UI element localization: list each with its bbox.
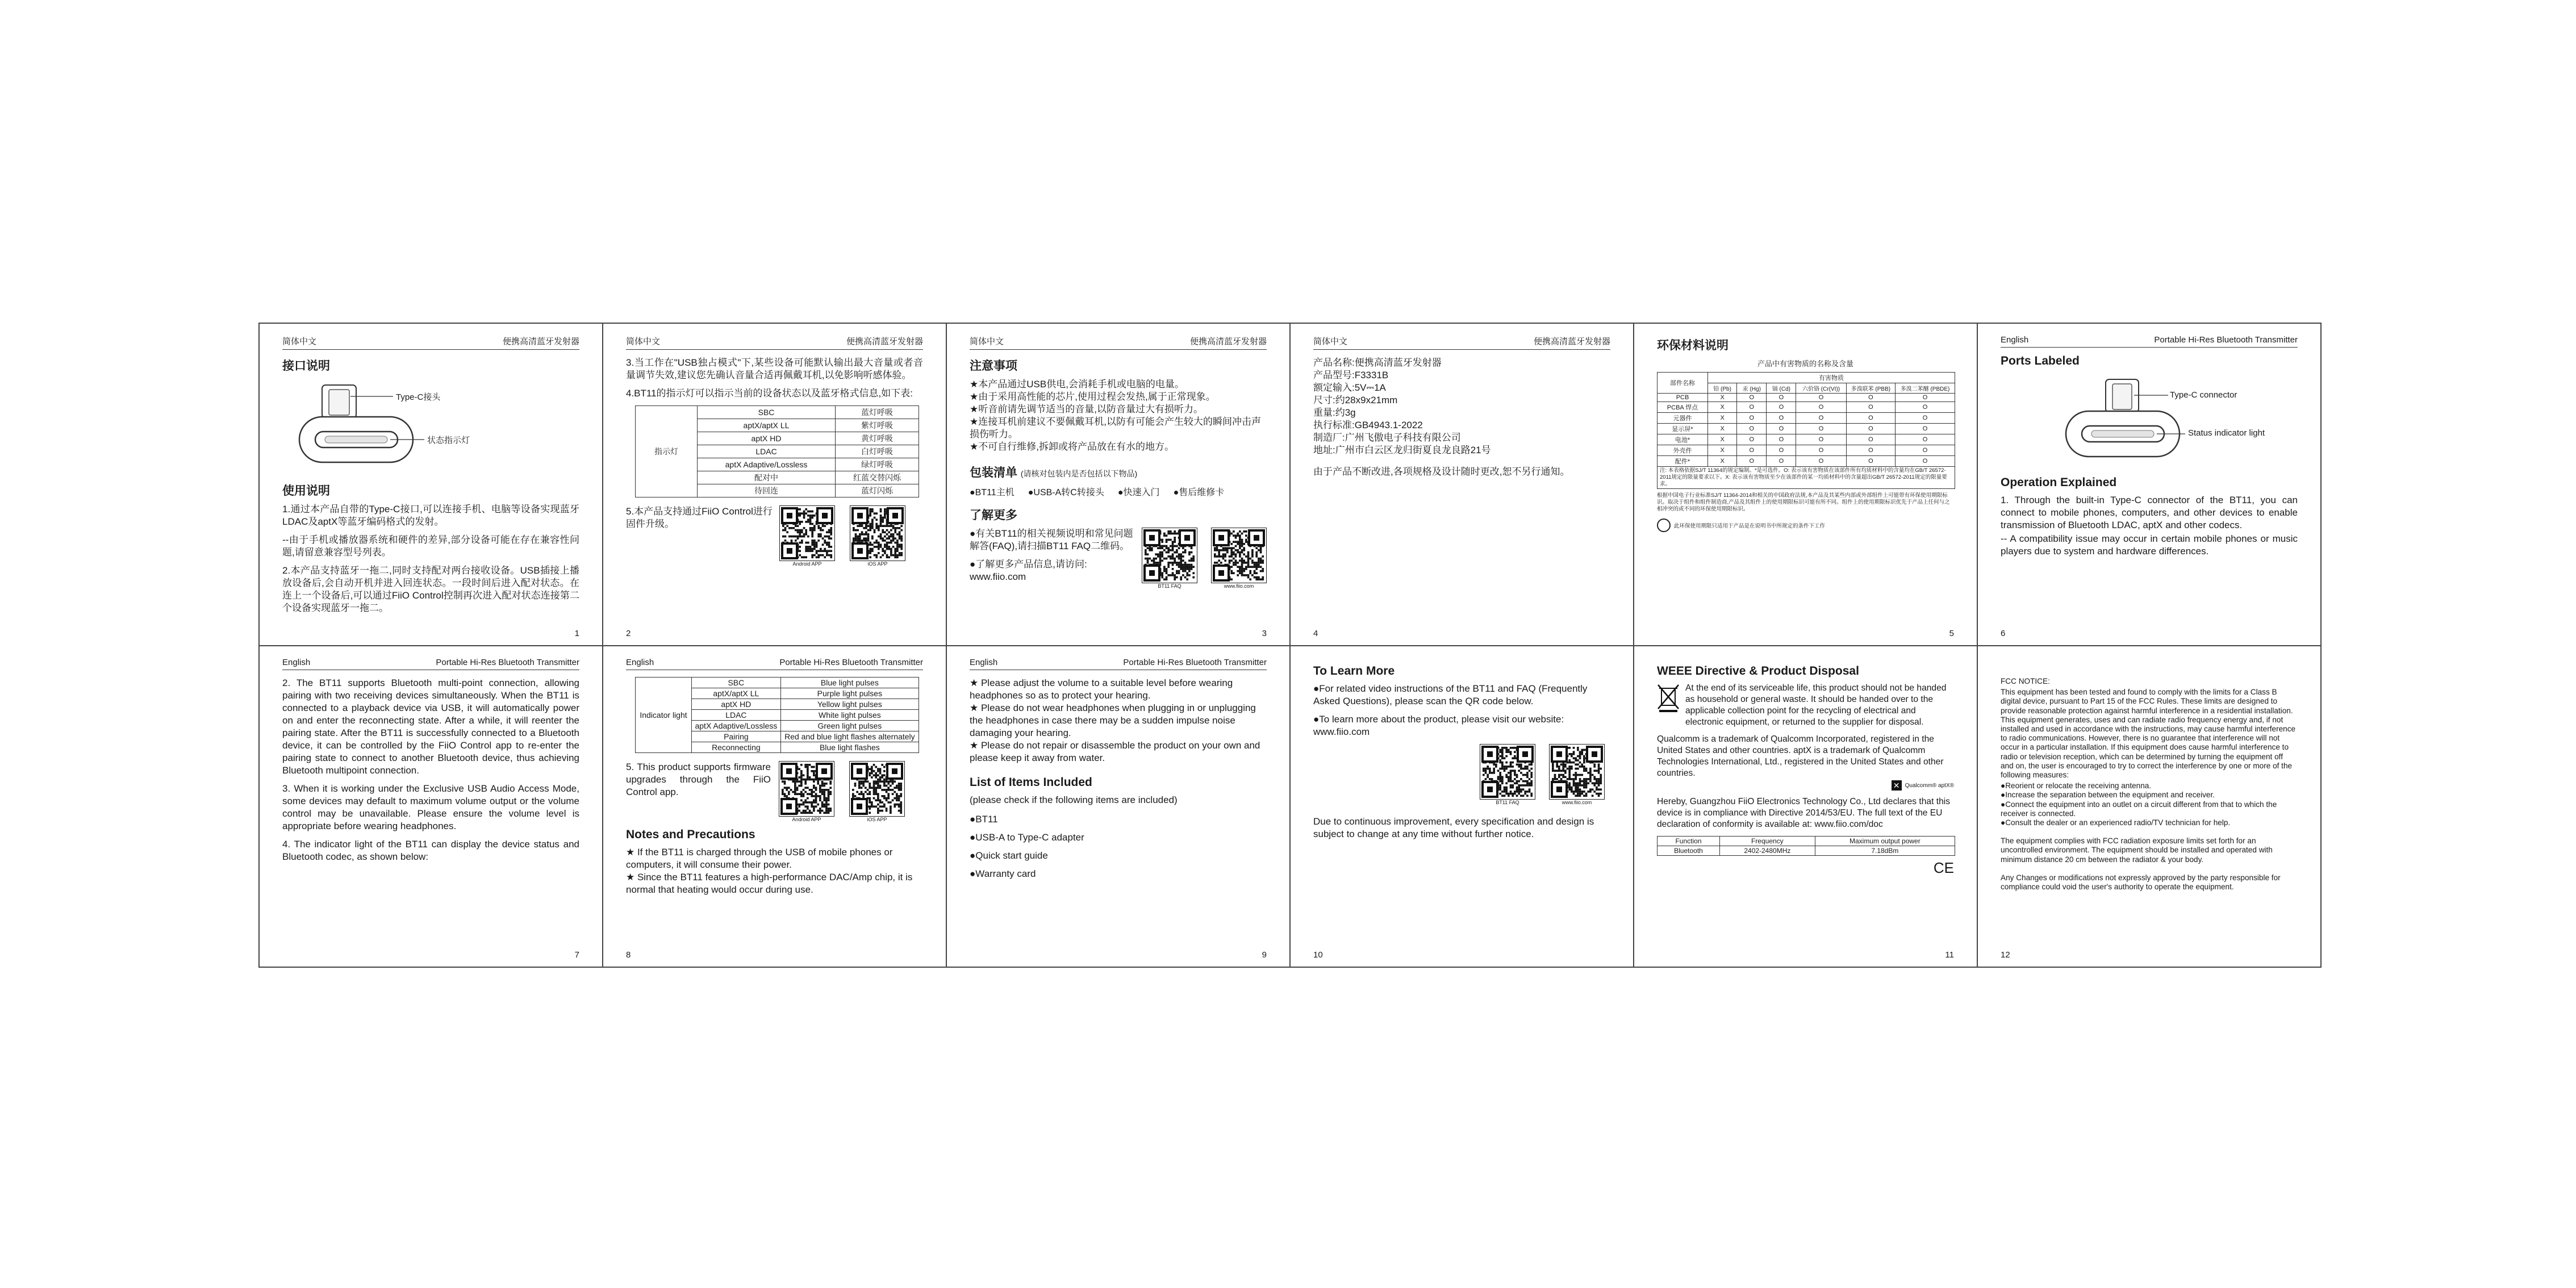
pack-item-label: 快速入门: [1123, 488, 1160, 497]
crossed-bin-icon: [1657, 683, 1680, 712]
list-item-label: Quick start guide: [975, 850, 1048, 861]
qr-faq[interactable]: [1480, 744, 1535, 805]
qr-pattern: [1550, 745, 1604, 799]
table-cell: 蓝灯闪烁: [836, 484, 919, 497]
table-cell: O: [1737, 394, 1767, 402]
typec-label: Type-C接头: [396, 392, 441, 402]
ports-title: 接口说明: [282, 359, 330, 373]
panel-7: [260, 645, 603, 967]
table-cell: O: [1896, 413, 1955, 424]
list-item: ●BT11: [970, 814, 998, 825]
more-title: 了解更多: [970, 509, 1017, 522]
qr-faq[interactable]: [1142, 528, 1197, 589]
table-cell: O: [1737, 456, 1767, 467]
table-cell: Bluetooth: [1658, 846, 1720, 856]
qr-caption: BT11 FAQ: [1158, 583, 1181, 589]
table-cell: 2402-2480MHz: [1719, 846, 1815, 856]
table-cell: O: [1737, 434, 1767, 445]
qr-caption: BT11 FAQ: [1496, 800, 1519, 805]
table-footnote: 注: 本表格依据SJ/T 11364的规定编制。*是可选件。O: 表示该有害物质在该部件所有均质材料中的含量均在GB/T 26572-2011规定的限量要求以下。X: 表示该有害物质至少在该部件的某一均质材料中的含量超出GB/T 26572-2011规定的限量要求。: [1658, 467, 1955, 489]
note-item: ★连接耳机前建议不要佩戴耳机,以防有可能会产生较大的瞬间冲击声损伤听力。: [970, 416, 1261, 440]
page-number: 12: [2001, 950, 2010, 960]
page-number: 11: [1945, 950, 1954, 960]
para-2: 4.BT11的指示灯可以指示当前的设备状态以及蓝牙格式信息,如下表:: [626, 388, 913, 399]
manual-sheet: [258, 323, 2322, 968]
qr-website[interactable]: [1211, 528, 1267, 589]
table-cell: 待回连: [698, 484, 836, 497]
list-item-label: Warranty card: [975, 868, 1036, 879]
spec-line: 制造厂:广州飞傲电子科技有限公司: [1313, 432, 1461, 443]
operation-title: Operation Explained: [2001, 476, 2117, 489]
more-row: [970, 528, 1267, 589]
fcc-bullet: ●Increase the separation between the equipment and receiver.: [2001, 791, 2215, 800]
table-cell: 外壳件: [1658, 445, 1708, 456]
ports-title: Ports Labeled: [2001, 354, 2080, 367]
table-cell: O: [1846, 402, 1895, 413]
table-cell: 电池*: [1658, 434, 1708, 445]
qr-code-icon: [1549, 744, 1605, 800]
doc-text: Hereby, Guangzhou FiiO Electronics Technology Co., Ltd declares that this device is in compliance with Directive 2014/53/EU. The full text of the EU declaration of conformity is available at: www.fiio.com/doc: [1657, 797, 1951, 829]
table-cell: O: [1896, 402, 1955, 413]
qr-pattern: [780, 506, 834, 561]
header-product: Portable Hi-Res Bluetooth Transmitter: [779, 658, 923, 667]
table-cell: PCBA 焊点: [1658, 402, 1708, 413]
more-text: [970, 528, 1134, 589]
note-item: ★ Please do not repair or disassemble the product on your own and please keep it away from water.: [970, 740, 1260, 763]
table-cell: O: [1767, 456, 1796, 467]
pack-item-label: 售后维修卡: [1179, 488, 1225, 497]
panel-8: [603, 645, 947, 967]
table-cell: O: [1896, 394, 1955, 402]
spec-line: 产品名称:便携高清蓝牙发射器: [1313, 357, 1442, 368]
qr-caption: iOS APP: [867, 561, 888, 567]
qr-android[interactable]: [779, 761, 834, 822]
page-number: 9: [1262, 950, 1267, 960]
note-item: ★由于采用高性能的芯片,使用过程会发热,属于正常现象。: [970, 391, 1216, 402]
device-illustration: [2057, 374, 2296, 465]
table-cell: Reconnecting: [692, 742, 781, 753]
pack-item-label: BT11主机: [975, 488, 1014, 497]
weee-text: At the end of its serviceable life, this product should not be handed as household or general waste. It should be handed over to the applicable collection point for the recycling of electrical and electronic equipment, or returned to the supplier for disposal.: [1685, 683, 1947, 727]
weee-row: [1657, 683, 1954, 734]
panel-10: [1291, 645, 1634, 967]
table-header: Maximum output power: [1815, 837, 1955, 846]
para-3: 4. The indicator light of the BT11 can display the device status and Bluetooth codec, as shown below:: [282, 839, 579, 862]
qr-android[interactable]: [779, 505, 835, 567]
panel-12: [1978, 645, 2320, 967]
list-item-label: BT11: [975, 814, 998, 825]
table-row: [1658, 434, 1955, 445]
table-cell: O: [1767, 424, 1796, 434]
table-cell: O: [1737, 424, 1767, 434]
indicator-table: [635, 677, 919, 753]
table-cell: X: [1708, 456, 1737, 467]
header-product: 便携高清蓝牙发射器: [846, 337, 923, 346]
table-cell: O: [1896, 434, 1955, 445]
table-header: Frequency: [1719, 837, 1815, 846]
qr-pattern: [1142, 528, 1197, 583]
header-language: English: [626, 658, 654, 667]
header-language: 简体中文: [282, 337, 317, 346]
table-cell: LDAC: [692, 710, 781, 721]
table-cell: SBC: [692, 678, 781, 688]
qr-pattern: [850, 506, 905, 561]
change-notice: Due to continuous improvement, every specification and design is subject to change at any time without further notice.: [1313, 816, 1594, 839]
qr-code-icon: [1211, 528, 1267, 583]
fcc-para-1: This equipment has been tested and found to comply with the limits for a Class B digital device, pursuant to Part 15 of the FCC Rules. These limits are designed to provide reasonable protection against harmful interference in a residential installation. This equipment generates, uses and can radiate radio frequency energy and, if not installed and used in accordance with the instructions, may cause harmful interference to radio communications. However, there is no guarantee that interference will not occur in a particular installation. If this equipment does cause harmful interference to radio or television reception, which can be determined by turning the equipment off and on, the user is encouraged to try to correct the interference by one or more of the following measures:: [2001, 688, 2296, 780]
table-cell: 配对中: [698, 471, 836, 484]
pack-item-label: USB-A转C转接头: [1033, 488, 1104, 497]
page-number: 3: [1262, 629, 1267, 638]
qr-ios[interactable]: [850, 505, 905, 567]
table-cell: O: [1796, 424, 1846, 434]
header-language: English: [2001, 335, 2029, 345]
panel-header: [970, 658, 1267, 670]
qualcomm-logo-text: Qualcomm® aptX®: [1905, 782, 1954, 789]
page-number: 2: [626, 629, 631, 638]
bt11-device-icon: [2057, 374, 2296, 465]
table-cell: O: [1767, 445, 1796, 456]
table-row: [1658, 394, 1955, 402]
table-cell: O: [1767, 394, 1796, 402]
note-item: ★本产品通过USB供电,会消耗手机或电脑的电量。: [970, 379, 1184, 390]
table-row: [1658, 456, 1955, 467]
header-language: English: [970, 658, 998, 667]
qr-website[interactable]: [1549, 744, 1605, 805]
table-cell: 红蓝交替闪烁: [836, 471, 919, 484]
col-group: 有害物质: [1708, 373, 1955, 383]
para-1: 3.当工作在"USB独占模式"下,某些设备可能默认输出最大音量或者音量调节失效,建议您先确认音量合适再佩戴耳机,以免影响听感体验。: [626, 357, 923, 380]
panel-4: [1291, 324, 1634, 645]
header-product: 便携高清蓝牙发射器: [1533, 337, 1610, 346]
table-cell: 元器件: [1658, 413, 1708, 424]
para-1: 2. The BT11 supports Bluetooth multi-point connection, allowing pairing with two receiving devices simultaneously. When the BT11 is connected to a playback device via USB, it will automatically power on and enter the reconnecting state. After a while, it will reenter the pairing state. After the BT11 is successfully connected to a Bluetooth device, it can be controlled by the FiiO Control app to re-enter the pairing state to connect to another Bluetooth device, thus achieving Bluetooth multipoint connection.: [282, 678, 579, 776]
table-cell: aptX Adaptive/Lossless: [698, 458, 836, 471]
fcc-para-3: Any Changes or modifications not expressly approved by the party responsible for compliance could void the user's authority to operate the equipment.: [2001, 873, 2281, 892]
learn-para-2: ●To learn more about the product, please visit our website:: [1313, 714, 1564, 725]
fcc-bullet: ●Consult the dealer or an experienced radio/TV technician for help.: [2001, 818, 2231, 827]
website-link[interactable]: www.fiio.com: [1313, 726, 1370, 737]
table-cell: O: [1846, 445, 1895, 456]
col-head: 多溴联苯 (PBB): [1846, 383, 1895, 394]
table-cell: O: [1767, 413, 1796, 424]
spec-line: 地址:广州市白云区龙归街夏良龙良路21号: [1313, 445, 1491, 455]
panel-header: [626, 335, 923, 350]
learn-para-1: ●For related video instructions of the BT11 and FAQ (Frequently Asked Questions), please scan the QR code below.: [1313, 683, 1588, 706]
page-number: 8: [626, 950, 631, 960]
header-product: Portable Hi-Res Bluetooth Transmitter: [1123, 658, 1267, 667]
table-cell: O: [1737, 402, 1767, 413]
table-cell: Green light pulses: [780, 721, 918, 731]
pack-item: ●BT11主机: [970, 488, 1014, 497]
spec-line: 产品型号:F3331B: [1313, 370, 1389, 380]
table-cell: O: [1737, 413, 1767, 424]
panel-header: [970, 335, 1267, 350]
rf-table: [1657, 836, 1955, 856]
header-product: 便携高清蓝牙发射器: [502, 337, 579, 346]
spec-line: 尺寸:约28x9x21mm: [1313, 395, 1398, 405]
list-item: ●Quick start guide: [970, 850, 1048, 861]
note-item: ★不可自行维修,拆卸或将产品放在有水的地方。: [970, 441, 1174, 452]
table-cell: X: [1708, 413, 1737, 424]
panel-header: [1313, 335, 1610, 350]
usage-para-3: 2.本产品支持蓝牙一拖二,同时支持配对两台接收设备。USB插接上播放设备后,会自动开机并进入回连状态。一段时间后进入配对状态。在连上一个设备后,可以通过FiiO Control控制再次进入配对状态连接第二个设备实现蓝牙一拖二。: [282, 565, 579, 613]
table-cell: O: [1796, 445, 1846, 456]
panel-header: [2001, 335, 2298, 348]
header-language: English: [282, 658, 311, 667]
pack-item: ●USB-A转C转接头: [1028, 488, 1104, 497]
table-cell: 蓝灯呼吸: [836, 406, 919, 419]
qr-caption: iOS APP: [867, 817, 887, 822]
qr-caption: Android APP: [792, 817, 821, 822]
table-cell: O: [1846, 456, 1895, 467]
table-cell: Purple light pulses: [780, 688, 918, 699]
panel-header: [626, 658, 923, 670]
table-cell: O: [1796, 413, 1846, 424]
qr-pattern: [1480, 745, 1535, 799]
header-language: 简体中文: [970, 337, 1004, 346]
env-footnote: 根据中国电子行业标准SJ/T 11364-2014和相关的中国政府法规,本产品及其某些内部或外部组件上可能带有环保使用期限标识。取决于组件和组件制造商,产品及其组件上的使用期限标识可能有所不同。组件上的使用期限标识优先于产品上任何与之相冲突的或不同的环保使用期限标识。: [1657, 492, 1950, 512]
qr-code-icon: [779, 505, 835, 561]
pack-note: (请核对包装内是否包括以下物品): [1020, 469, 1138, 478]
spec-line: 重量:约3g: [1313, 407, 1356, 418]
qr-caption: Android APP: [792, 561, 822, 567]
table-cell: O: [1737, 445, 1767, 456]
panel-5: [1634, 324, 1978, 645]
table-cell: O: [1896, 445, 1955, 456]
table-header: Function: [1658, 837, 1720, 846]
usage-title: 使用说明: [282, 484, 330, 497]
panel-9: [947, 645, 1291, 967]
operation-para-1: 1. Through the built-in Type-C connector of the BT11, you can connect to mobile phones, computers, and other devices to enable transmission of Bluetooth LDAC, aptX and other codecs.: [2001, 495, 2298, 530]
note-item: ★ Since the BT11 features a high-performance DAC/Amp chip, it is normal that heating would occur during use.: [626, 872, 913, 895]
more-para-2: ●了解更多产品信息,请访问:: [970, 559, 1087, 570]
page-number: 7: [574, 950, 579, 960]
led-label: Status indicator light: [2188, 428, 2265, 438]
header-language: 简体中文: [1313, 337, 1348, 346]
qr-code-icon: [849, 761, 905, 817]
table-cell: X: [1708, 424, 1737, 434]
col-head: 六价铬 (Cr(VI)): [1796, 383, 1846, 394]
table-cell: Pairing: [692, 731, 781, 742]
spec-line: 额定输入:5V⎓1A: [1313, 382, 1386, 393]
weee-title: WEEE Directive & Product Disposal: [1657, 664, 1859, 678]
list-note: (please check if the following items are included): [970, 794, 1178, 805]
website-link[interactable]: www.fiio.com: [970, 571, 1026, 582]
table-cell: O: [1767, 434, 1796, 445]
operation-para-2: -- A compatibility issue may occur in certain mobile phones or music players due to system and hardware differences.: [2001, 533, 2298, 557]
table-cell: Red and blue light flashes alternately: [780, 731, 918, 742]
env-title: 环保材料说明: [1657, 339, 1729, 352]
col-head: 铅 (Pb): [1708, 383, 1737, 394]
table-cell: 白灯呼吸: [836, 445, 919, 458]
page-number: 1: [574, 629, 579, 638]
col-head: 汞 (Hg): [1737, 383, 1767, 394]
page-number: 6: [2001, 629, 2006, 638]
table-cell: O: [1796, 456, 1846, 467]
learn-text-2: To learn more about the product, please visit our website:: [1319, 714, 1564, 725]
col-part: 部件名称: [1658, 373, 1708, 394]
env-period-row: [1657, 518, 1954, 532]
table-cell: Yellow light pulses: [780, 699, 918, 710]
table-cell: X: [1708, 434, 1737, 445]
table-cell: aptX Adaptive/Lossless: [692, 721, 781, 731]
header-product: Portable Hi-Res Bluetooth Transmitter: [436, 658, 579, 667]
qr-caption: www.fiio.com: [1224, 583, 1254, 589]
table-row: [1658, 402, 1955, 413]
firmware-row: [626, 505, 923, 567]
qr-row: [1313, 744, 1605, 805]
note-item: ★ If the BT11 is charged through the USB of mobile phones or computers, it will consume their power.: [626, 847, 893, 870]
note-item: ★ Please adjust the volume to a suitable level before wearing headphones so as to protect your hearing.: [970, 678, 1233, 701]
table-cell: O: [1846, 434, 1895, 445]
table-cell: 配件*: [1658, 456, 1708, 467]
panel-header: [282, 335, 579, 350]
table-cell: 显示屏*: [1658, 424, 1708, 434]
note-item: ★听音前请先调节适当的音量,以防音量过大有损听力。: [970, 404, 1203, 415]
list-title: List of Items Included: [970, 776, 1092, 789]
table-cell: O: [1846, 413, 1895, 424]
pack-list: [970, 485, 1267, 498]
table-cell: aptX/aptX LL: [698, 419, 836, 432]
pack-title: [970, 463, 1267, 480]
table-cell: 紫灯呼吸: [836, 419, 919, 432]
qr-caption: www.fiio.com: [1562, 800, 1592, 805]
table-cell: White light pulses: [780, 710, 918, 721]
qr-ios[interactable]: [849, 761, 905, 822]
notes-title: 注意事项: [970, 359, 1017, 373]
header-language: 简体中文: [626, 337, 661, 346]
hazard-table: [1657, 372, 1955, 489]
para-1: 5. This product supports firmware upgrades through the FiiO Control app.: [626, 762, 771, 797]
table-cell: O: [1896, 424, 1955, 434]
page-number: 10: [1313, 950, 1323, 960]
list-item: ●Warranty card: [970, 868, 1036, 879]
table-row: [1658, 445, 1955, 456]
indicator-group-label: 指示灯: [636, 406, 698, 497]
learn-text-1: For related video instructions of the BT11 and FAQ (Frequently Asked Questions), please scan the QR code below.: [1313, 683, 1588, 706]
env-caption: 产品中有害物质的名称及含量: [1757, 359, 1853, 368]
learn-title: To Learn More: [1313, 664, 1395, 678]
indicator-group-label: Indicator light: [636, 678, 692, 753]
table-cell: PCB: [1658, 394, 1708, 402]
table-cell: aptX HD: [698, 432, 836, 445]
table-cell: Blue light pulses: [780, 678, 918, 688]
panel-2: [603, 324, 947, 645]
table-cell: LDAC: [698, 445, 836, 458]
spec-line: 执行标准:GB4943.1-2022: [1313, 420, 1423, 430]
usage-para-2: --由于手机或播放器系统和硬件的差异,部分设备可能在存在兼容性问题,请留意兼容型号列表。: [282, 534, 579, 558]
table-cell: 绿灯呼吸: [836, 458, 919, 471]
pack-title-text: 包装清单: [970, 466, 1017, 479]
list-item-label: USB-A to Type-C adapter: [975, 832, 1084, 843]
fcc-para-2: The equipment complies with FCC radiation exposure limits set forth for an uncontrolled environment. The equipment should be installed and operated with minimum distance 20 cm between the radiator & your body.: [2001, 837, 2273, 864]
qr-code-icon: [1480, 744, 1535, 800]
table-cell: X: [1708, 445, 1737, 456]
qr-code-icon: [779, 761, 834, 817]
table-cell: O: [1796, 434, 1846, 445]
indicator-table: [635, 405, 919, 497]
list-item: ●USB-A to Type-C adapter: [970, 832, 1084, 843]
notes-title: Notes and Precautions: [626, 828, 755, 841]
table-cell: SBC: [698, 406, 836, 419]
led-label: 状态指示灯: [427, 436, 470, 445]
page-number: 4: [1313, 629, 1318, 638]
header-product: 便携高清蓝牙发射器: [1189, 337, 1267, 346]
note-item: ★ Please do not wear headphones when plugging in or unplugging the headphones in case there may be a sudden impulse noise damaging your hearing.: [970, 702, 1256, 738]
table-cell: 7.18dBm: [1815, 846, 1955, 856]
page-number: 5: [1949, 629, 1954, 638]
panel-3: [947, 324, 1291, 645]
table-cell: O: [1896, 456, 1955, 467]
qr-code-icon: [850, 505, 905, 561]
table-cell: O: [1846, 424, 1895, 434]
col-head: 镉 (Cd): [1767, 383, 1796, 394]
table-row: [1658, 424, 1955, 434]
more-para-1: ●有关BT11的相关视频说明和常见问题解答(FAQ),请扫描BT11 FAQ二维码。: [970, 528, 1133, 551]
change-notice: 由于产品不断改进,各项规格及设计随时更改,恕不另行通知。: [1313, 466, 1570, 477]
table-cell: aptX/aptX LL: [692, 688, 781, 699]
panel-header: [282, 658, 579, 670]
table-cell: O: [1846, 394, 1895, 402]
typec-label: Type-C connector: [2170, 390, 2237, 400]
qr-pattern: [850, 762, 904, 816]
table-cell: O: [1767, 402, 1796, 413]
table-cell: X: [1708, 402, 1737, 413]
qualcomm-logo: [1657, 780, 1954, 791]
fcc-title: FCC NOTICE:: [2001, 677, 2050, 685]
panel-11: [1634, 645, 1978, 967]
device-illustration: [282, 379, 544, 470]
table-cell: O: [1796, 402, 1846, 413]
para-3: 5.本产品支持通过FiiO Control进行固件升级。: [626, 506, 773, 529]
panel-1: [260, 324, 603, 645]
para-2: 3. When it is working under the Exclusive USB Audio Access Mode, some devices may default to maximum volume output or the volume control may be unavailable. Please ensure the volume level is appropriate before wearing headphones.: [282, 783, 579, 831]
col-head: 多溴二苯醚 (PBDE): [1896, 383, 1955, 394]
env-period-icon: [1657, 518, 1671, 532]
table-cell: aptX HD: [692, 699, 781, 710]
aptx-logo-icon: ✕: [1892, 780, 1902, 791]
table-row: [1658, 413, 1955, 424]
usage-para-1: 1.通过本产品自带的Type-C接口,可以连接手机、电脑等设备实现蓝牙LDAC及aptX等蓝牙编码格式的发射。: [282, 504, 579, 527]
qualcomm-text: Qualcomm is a trademark of Qualcomm Incorporated, registered in the United States and other countries. aptX is a trademark of Qualcomm Technologies International, Ltd., registered in the United States and other countries.: [1657, 734, 1944, 778]
pack-item: ●快速入门: [1117, 488, 1160, 497]
fcc-bullet: ●Reorient or relocate the receiving antenna.: [2001, 781, 2152, 791]
panel-6: [1978, 324, 2320, 645]
table-cell: X: [1708, 394, 1737, 402]
table-cell: Blue light flashes: [780, 742, 918, 753]
table-cell: 黄灯呼吸: [836, 432, 919, 445]
pack-item: ●售后维修卡: [1173, 488, 1225, 497]
fcc-bullet: ●Connect the equipment into an outlet on a circuit different from that to which the receiver is connected.: [2001, 800, 2277, 818]
header-product: Portable Hi-Res Bluetooth Transmitter: [2154, 335, 2298, 345]
qr-code-icon: [1142, 528, 1197, 583]
firmware-row: [626, 761, 923, 822]
qr-pattern: [779, 762, 834, 816]
table-cell: O: [1796, 394, 1846, 402]
qr-pattern: [1212, 528, 1266, 583]
env-period-text: 此环保使用期限只适用于产品是在说明书中所规定的条件下工作: [1674, 523, 1826, 529]
ce-mark: CE: [1933, 859, 1954, 876]
